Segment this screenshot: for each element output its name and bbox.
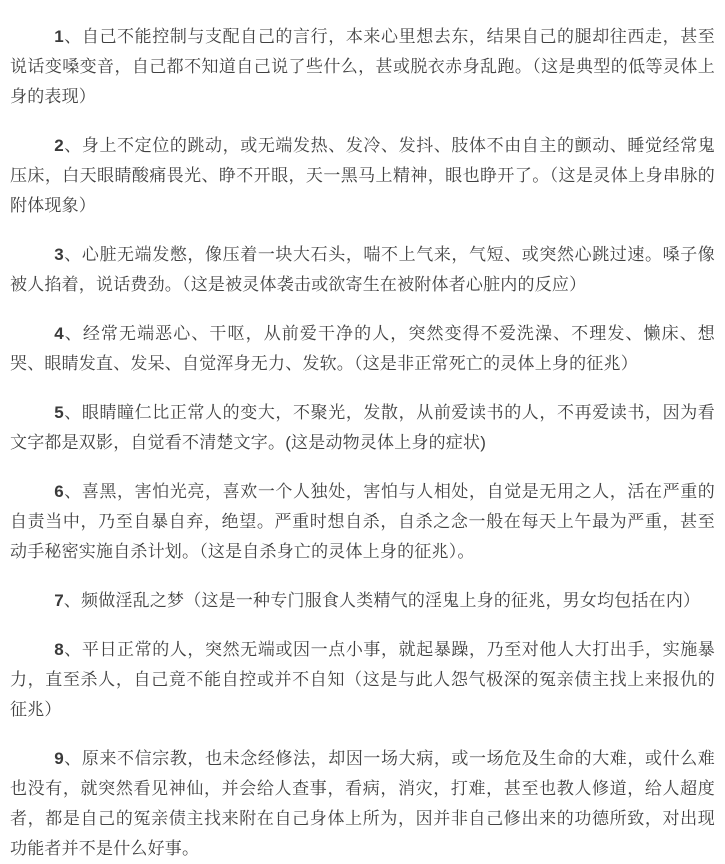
paragraph-6-number: 6 (54, 482, 64, 501)
paragraph-2 (10, 131, 715, 221)
paragraph-5-number: 5 (54, 403, 64, 422)
paragraph-2-number: 2 (54, 136, 64, 155)
paragraph-4-number: 4 (54, 324, 64, 343)
paragraph-2-text: 、身上不定位的跳动，或无端发热、发冷、发抖、肢体不由自主的颤动、睡觉经常鬼压床，白天眼睛酸痛畏光、睁不开眼，天一黑马上精神，眼也睁开了。（这是灵体上身串脉的附体现象） (10, 136, 715, 215)
paragraph-5-text: 、眼睛瞳仁比正常人的变大，不聚光，发散，从前爱读书的人，不再爱读书，因为看文字都是双影，自觉看不清楚文字。(这是动物灵体上身的症状) (10, 403, 715, 452)
paragraph-8-number: 8 (54, 640, 64, 659)
paragraph-7 (10, 586, 715, 616)
paragraph-4-text: 、经常无端恶心、干呕，从前爱干净的人，突然变得不爱洗澡、不理发、懒床、想哭、眼睛发直、发呆、自觉浑身无力、发软。（这是非正常死亡的灵体上身的征兆） (10, 324, 715, 373)
paragraph-7-number: 7 (54, 591, 64, 610)
paragraph-9 (10, 744, 715, 864)
paragraph-3-number: 3 (54, 245, 64, 264)
paragraph-3 (10, 240, 715, 300)
paragraph-4 (10, 319, 715, 379)
paragraph-5 (10, 398, 715, 458)
paragraph-7-text: 、频做淫乱之梦（这是一种专门服食人类精气的淫鬼上身的征兆，男女均包括在内） (63, 591, 701, 610)
paragraph-3-text: 、心脏无端发憋，像压着一块大石头，喘不上气来，气短、或突然心跳过速。嗓子像被人掐着，说话费劲。（这是被灵体袭击或欲寄生在被附体者心脏内的反应） (10, 245, 715, 294)
paragraph-9-text: 、原来不信宗教，也未念经修法，却因一场大病，或一场危及生命的大难，或什么难也没有，就突然看见神仙，并会给人查事，看病，消灾，打难，甚至也教人修道，给人超度者，都是自己的冤亲债主找来附在自己身体上所为，因并非自己修出来的功德所致，对出现功能者并不是什么好事。 (10, 749, 715, 858)
paragraph-9-number: 9 (54, 749, 64, 768)
paragraph-6-text: 、喜黑，害怕光亮，喜欢一个人独处，害怕与人相处，自觉是无用之人，活在严重的自责当中，乃至自暴自弃，绝望。严重时想自杀，自杀之念一般在每天上午最为严重，甚至动手秘密实施自杀计划。（这是自杀身亡的灵体上身的征兆）。 (10, 482, 715, 561)
paragraph-6 (10, 477, 715, 567)
paragraph-8 (10, 635, 715, 725)
paragraph-1-number: 1 (54, 27, 64, 46)
paragraph-1 (10, 22, 715, 112)
paragraph-8-text: 、平日正常的人，突然无端或因一点小事，就起暴躁，乃至对他人大打出手，实施暴力，直至杀人，自己竟不能自控或并不自知（这是与此人怨气极深的冤亲债主找上来报仇的征兆） (10, 640, 715, 719)
paragraph-1-text: 、自己不能控制与支配自己的言行，本来心里想去东，结果自己的腿却往西走，甚至说话变嗓变音，自己都不知道自己说了些什么，甚或脱衣赤身乱跑。（这是典型的低等灵体上身的表现） (10, 27, 715, 106)
